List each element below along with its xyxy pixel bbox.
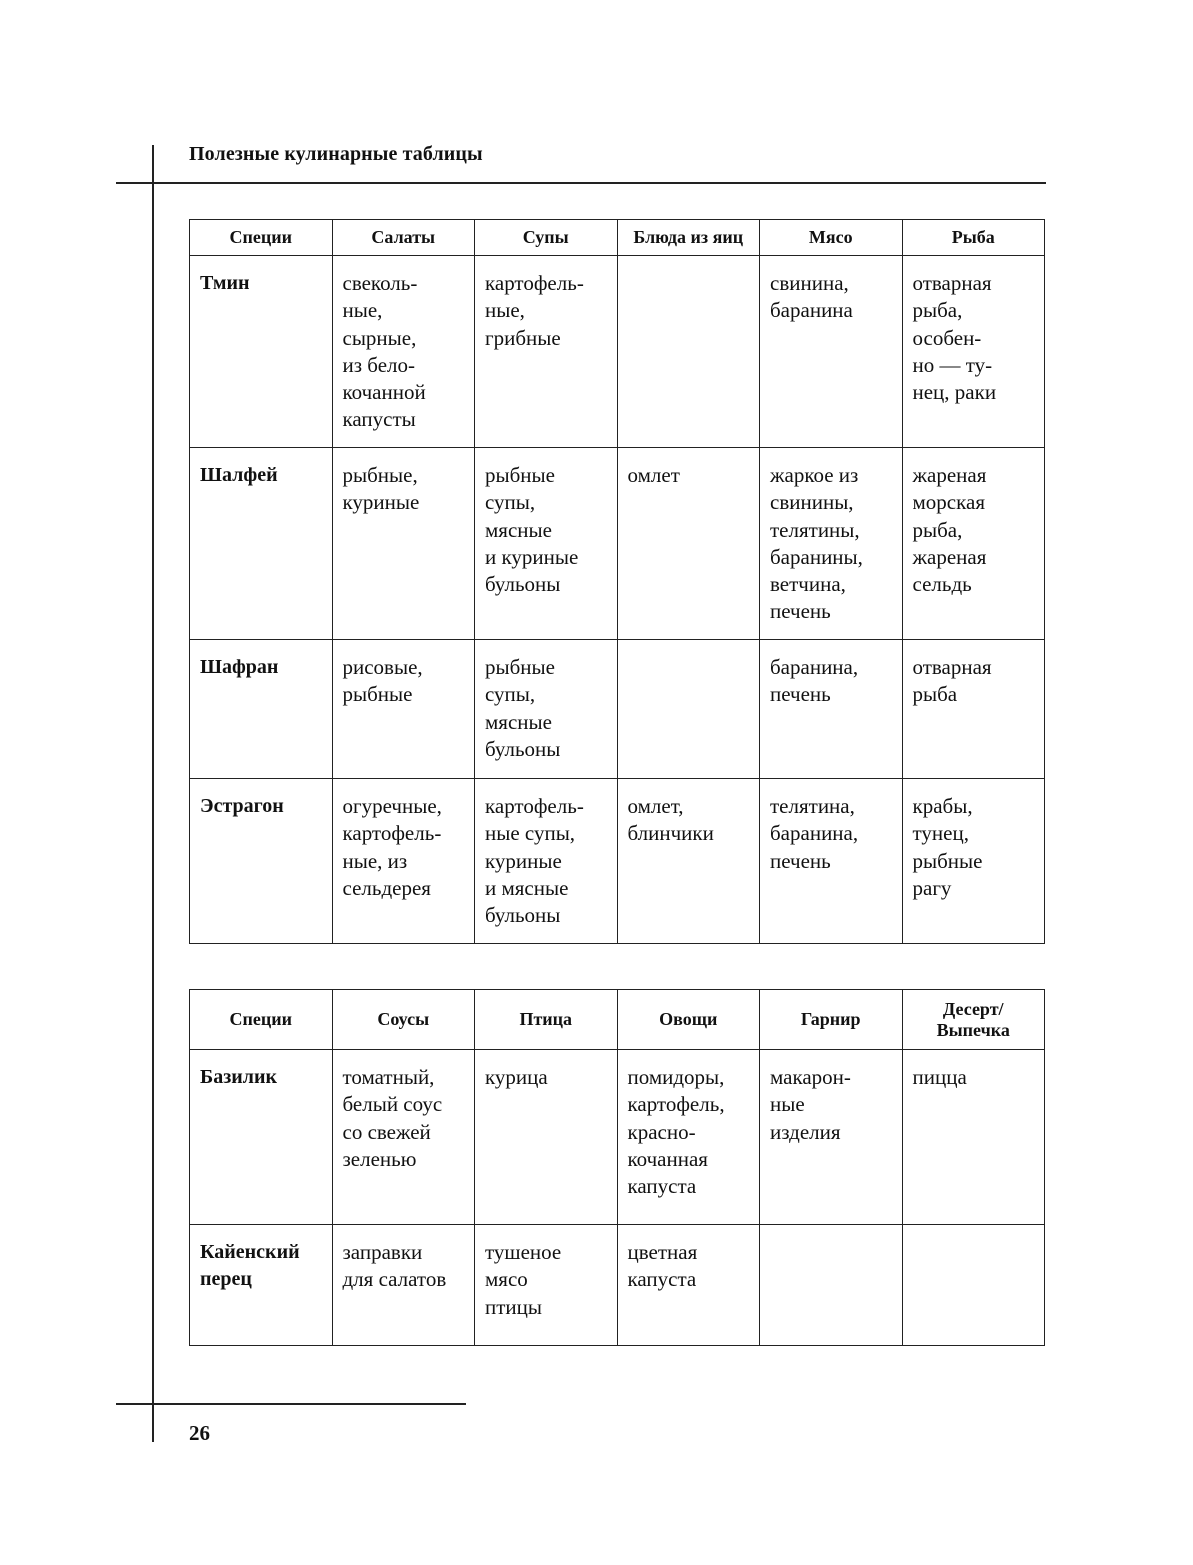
cell-text-line: блинчики (627, 821, 714, 846)
table-cell (617, 640, 760, 779)
cell-text-line: курица (485, 1065, 548, 1089)
column-header: Специи (190, 990, 333, 1050)
running-head: Полезные кулинарные таблицы (189, 143, 483, 165)
cell-text-line: из бело- (342, 352, 415, 377)
column-header: Салаты (332, 220, 475, 256)
cell-text-line: рыба (912, 682, 958, 707)
cell-text-line: ные, (342, 298, 383, 323)
column-header: Гарнир (760, 990, 903, 1050)
column-header: Супы (475, 220, 618, 256)
column-header: Соусы (332, 990, 475, 1050)
table-cell (902, 256, 1045, 448)
cell-text-line: заправки (342, 1240, 423, 1264)
column-header: Мясо (760, 220, 903, 256)
cell-text-line: капуста (627, 1267, 697, 1292)
page-number: 26 (189, 1421, 210, 1445)
cell-text-line: печень (770, 848, 831, 873)
cell-text-line: рыбные (912, 848, 983, 873)
cell-text-line: картофель- (485, 794, 584, 818)
cell-text-line: печень (770, 599, 831, 624)
cell-text-line: мясные (485, 517, 552, 542)
table-row (190, 1050, 1045, 1225)
cell-text-line: жареная (912, 463, 987, 487)
cell-text-line: капуста (627, 1174, 697, 1199)
table-cell (902, 640, 1045, 779)
cell-text-line: свинина, (770, 271, 849, 295)
table-header-row (190, 220, 1045, 256)
cell-text-line: баранина (770, 298, 853, 323)
cell-text-line: омлет, (627, 794, 684, 818)
spice-name-cell: Базилик (190, 1050, 333, 1225)
column-header: Специи (190, 220, 333, 256)
cell-text-line: рыбные (342, 682, 413, 707)
column-header: Овощи (617, 990, 760, 1050)
table-cell (332, 448, 475, 640)
table-cell (760, 256, 903, 448)
table-cell (760, 448, 903, 640)
table-cell (332, 779, 475, 944)
table-cell (475, 640, 618, 779)
spice-name-cell: Тмин (190, 256, 333, 448)
cell-text-line: грибные (485, 325, 561, 350)
cell-text-line: томатный, (342, 1065, 435, 1089)
cell-text-line: морская (912, 490, 985, 515)
cell-text-line: жаркое из (770, 463, 859, 487)
cell-text-line: капусты (342, 407, 416, 432)
table-cell (617, 448, 760, 640)
cell-text-line: сырные, (342, 325, 417, 350)
cell-text-line: баранины, (770, 544, 863, 569)
table-row (190, 256, 1045, 448)
spice-table-1 (189, 219, 1045, 944)
table-cell (760, 640, 903, 779)
table-cell (617, 256, 760, 448)
cell-text-line: и мясные (485, 875, 569, 900)
table-cell (475, 256, 618, 448)
cell-text-line: рисовые, (342, 655, 423, 679)
header-rule (116, 182, 1046, 184)
cell-text-line: помидоры, (627, 1065, 725, 1089)
cell-text-line: свеколь- (342, 271, 418, 295)
cell-text-line: ные (770, 1092, 805, 1117)
cell-text-line: мясные (485, 709, 552, 734)
cell-text-line: огуречные, (342, 794, 442, 818)
spice-name-cell: Эстрагон (190, 779, 333, 944)
cell-text-line: омлет (627, 463, 680, 487)
cell-text-line: жареная (912, 544, 987, 569)
table-cell (332, 1225, 475, 1346)
footer-rule (116, 1403, 466, 1405)
cell-text-line: супы, (485, 682, 536, 707)
cell-text-line: рагу (912, 875, 952, 900)
table-row (190, 779, 1045, 944)
column-header: Десерт/ Выпечка (902, 990, 1045, 1050)
table-row (190, 640, 1045, 779)
column-header: Рыба (902, 220, 1045, 256)
table-header-row (190, 990, 1045, 1050)
cell-text-line: ные, из (342, 848, 408, 873)
cell-text-line: но — ту- (912, 352, 993, 377)
cell-text-line: красно- (627, 1119, 696, 1144)
cell-text-line: телятина, (770, 794, 855, 818)
cell-text-line: ные супы, (485, 821, 576, 846)
cell-text-line: телятины, (770, 517, 860, 542)
cell-text-line: картофель, (627, 1092, 725, 1117)
cell-text-line: баранина, (770, 655, 859, 679)
table-cell (475, 1050, 618, 1225)
cell-text-line: рыбные, (342, 463, 418, 487)
cell-text-line: свинины, (770, 490, 854, 515)
cell-text-line: бульоны (485, 903, 561, 928)
cell-text-line: отварная (912, 271, 992, 295)
cell-text-line: макарон- (770, 1065, 851, 1089)
table-cell (332, 640, 475, 779)
cell-text-line: зеленью (342, 1146, 417, 1171)
cell-text-line: для салатов (342, 1267, 447, 1292)
cell-text-line: тунец, (912, 821, 969, 846)
cell-text-line: ные, (485, 298, 525, 323)
cell-text-line: цветная (627, 1240, 698, 1264)
cell-text-line: пицца (912, 1065, 967, 1089)
spice-name-cell: Шалфей (190, 448, 333, 640)
table-cell (475, 779, 618, 944)
table-cell (902, 1225, 1045, 1346)
column-header: Птица (475, 990, 618, 1050)
table-cell (332, 256, 475, 448)
cell-text-line: рыбные (485, 655, 555, 679)
cell-text-line: рыбные (485, 463, 555, 487)
table-cell (902, 1050, 1045, 1225)
cell-text-line: картофель- (485, 271, 584, 295)
cell-text-line: кочанная (627, 1146, 708, 1171)
table-row (190, 1225, 1045, 1346)
cell-text-line: особен- (912, 325, 982, 350)
cell-text-line: картофель- (342, 821, 442, 846)
spice-table-2 (189, 989, 1045, 1346)
spice-name-cell: Кайенский перец (190, 1225, 333, 1346)
cell-text-line: ветчина, (770, 572, 846, 597)
cell-text-line: бульоны (485, 572, 561, 597)
cell-text-line: изделия (770, 1119, 841, 1144)
table-row (190, 448, 1045, 640)
cell-text-line: куриные (342, 490, 420, 515)
cell-text-line: отварная (912, 655, 992, 679)
table-cell (902, 448, 1045, 640)
table-cell (617, 779, 760, 944)
table-cell (475, 448, 618, 640)
cell-text-line: печень (770, 682, 831, 707)
table-cell (617, 1225, 760, 1346)
table-cell (617, 1050, 760, 1225)
cell-text-line: нец, раки (912, 380, 997, 405)
cell-text-line: сельдь (912, 572, 972, 597)
cell-text-line: куриные (485, 848, 562, 873)
cell-text-line: белый соус (342, 1092, 443, 1117)
cell-text-line: супы, (485, 490, 536, 515)
cell-text-line: рыба, (912, 517, 963, 542)
cell-text-line: сельдерея (342, 875, 431, 900)
vertical-margin-rule (152, 145, 154, 1442)
table-cell (332, 1050, 475, 1225)
cell-text-line: тушеное (485, 1240, 562, 1264)
cell-text-line: со свежей (342, 1119, 431, 1144)
spice-name-cell: Шафран (190, 640, 333, 779)
table-cell (760, 1050, 903, 1225)
table-cell (760, 1225, 903, 1346)
table-cell (760, 779, 903, 944)
cell-text-line: рыба, (912, 298, 963, 323)
table-cell (902, 779, 1045, 944)
cell-text-line: баранина, (770, 821, 859, 846)
column-header: Блюда из яиц (617, 220, 760, 256)
cell-text-line: и куриные (485, 544, 579, 569)
table-cell (475, 1225, 618, 1346)
cell-text-line: бульоны (485, 736, 561, 761)
cell-text-line: мясо (485, 1267, 528, 1292)
cell-text-line: кочанной (342, 380, 426, 405)
cell-text-line: крабы, (912, 794, 973, 818)
cell-text-line: птицы (485, 1294, 543, 1319)
